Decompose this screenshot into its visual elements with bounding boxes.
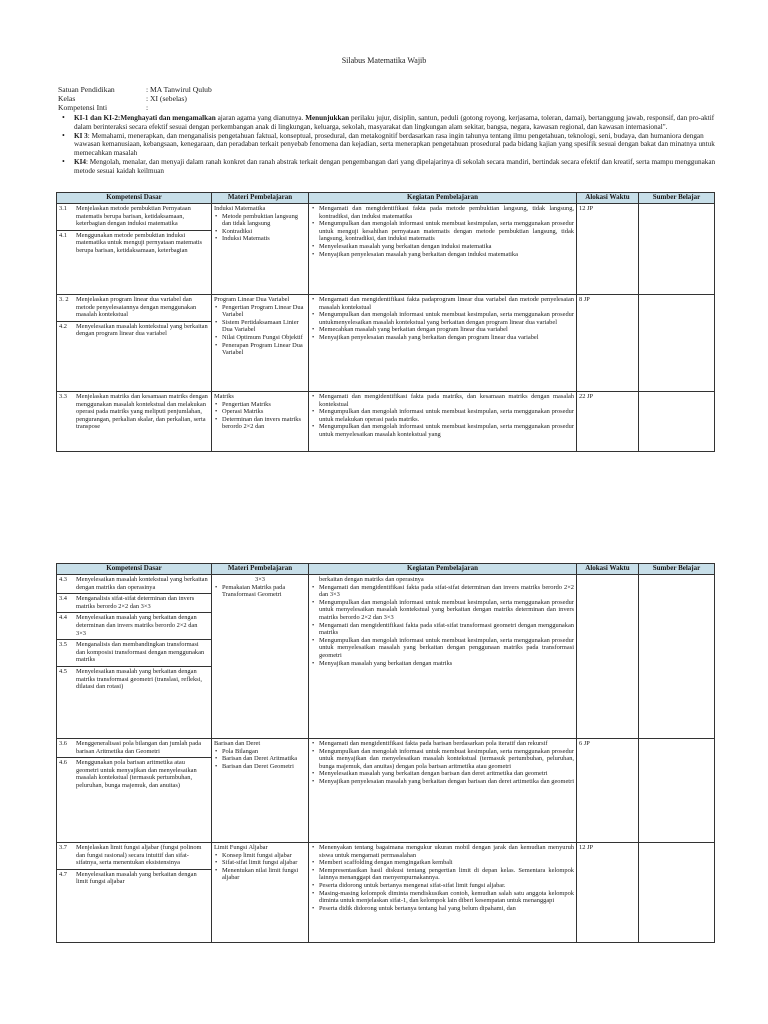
kd-entry: [59, 205, 209, 228]
kegiatan-list: [311, 584, 574, 668]
alokasi-cell: [577, 575, 639, 739]
document-title: Silabus Matematika Wajib: [341, 56, 427, 65]
kd-text: Menyelesaikan masalah yang berkaitan dengan determinan dan invers matriks berordo 2×2 dan 3×3: [76, 614, 198, 637]
materi-list: [214, 584, 306, 599]
kd-cell: [57, 295, 212, 392]
sumber-cell: [639, 204, 715, 295]
sumber-cell: [639, 739, 715, 843]
syllabus-table-1: [56, 192, 715, 452]
kd-text: Menggunakan pola barisan aritmetika atau geometri untuk menyajikan dan menyelesaikan masalah kontekstual (termasuk pertumbuhan, peluruhan, bunga majemuk, dan anuitas): [76, 759, 197, 789]
kd-text: Menyelesaikan masalah yang berkaitan dengan matriks transformasi geometri (translasi, refleksi, dilatasi dan rotasi): [76, 667, 202, 691]
kd-number: 4.2: [59, 322, 67, 330]
header-alokasi: Alokasi Waktu: [577, 193, 639, 204]
kd-cell: [57, 739, 212, 843]
page-1: [0, 0, 768, 450]
alokasi-cell: 12 JP: [577, 843, 639, 943]
ki-heading: KI-1 dan KI-2:Menghayati dan mengamalkan: [74, 114, 216, 122]
ki-item: [74, 158, 726, 176]
kd-text: Menjelaskan metode pembuktian Pernyataan matematis berupa barisan, ketidaksamaan, keterbagian dengan induksi matematika: [76, 205, 191, 228]
kegiatan-item: • Mengumpulkan dan mengolah informasi untuk membuat kesimpulan, serta menggunakan prosedur untuk menyajikan dan menyelesaikan masalah kontekstual (termasuk pertumbuhan, peluruhan, bunga majemuk, dan anuitas) dengan pola barisan aritmetika atau geometri: [319, 748, 574, 771]
header-kegiatan: Kegiatan Pembelajaran: [309, 564, 577, 575]
kd-text: Menggeneralisasi pola bilangan dan jumlah pada barisan Aritmetika dan Geometri: [76, 740, 202, 755]
materi-item: • Pengertian Matriks: [222, 401, 306, 409]
materi-item: • Operasi Matriks: [222, 408, 306, 416]
materi-item: • Nilai Optimum Fungsi Objektif: [222, 334, 306, 342]
header-sumber: Sumber Belajar: [639, 564, 715, 575]
table-header-row: [57, 193, 715, 204]
kegiatan-item: • Mengumpulkan dan mengolah informasi untuk membuat kesimpulan, serta menggunakan prosedur untukmenyelesaikan masalah kontekstual yang berkaitan dengan program linear dua variabel: [319, 311, 574, 326]
kegiatan-item: • Peserta didik didorong untuk bertanya tentang hal yang belum dipahami, dan: [319, 905, 574, 913]
materi-item: • Metode pembuktian langsung dan tidak langsung: [222, 213, 306, 228]
kd-entry: [57, 321, 211, 338]
kd-number: 4.5: [59, 667, 67, 675]
header-kompetensi-dasar: Kompetensi Dasar: [57, 564, 212, 575]
header-materi: Materi Pembelajaran: [212, 564, 309, 575]
kd-text: Menganalisis dan membandingkan transformasi dan komposisi transformasi dengan menggunakan matriks: [76, 641, 205, 664]
kd-number: 4.1: [59, 231, 67, 239]
alokasi-cell: 12 JP: [577, 204, 639, 295]
ki-heading: Menunjukkan: [305, 114, 350, 122]
kegiatan-item: • Menyelesaikan masalah yang berkaitan dengan barisan dan deret aritmetika dan geometri: [319, 770, 574, 778]
materi-item: • Menentukan nilai limit fungsi aljabar: [222, 867, 306, 882]
alokasi-cell: 6 JP: [577, 739, 639, 843]
materi-title: Limit Fungsi Aljabar: [214, 844, 268, 851]
kd-cell: [57, 575, 212, 739]
sumber-cell: [639, 295, 715, 392]
materi-cell: [212, 392, 309, 452]
ki-text: perilaku jujur, disiplin, santun, peduli (gotong royong, kerjasama, toleran, damai), bertanggung jawab, responsif, dan pro-aktif dalam berinteraksi secara efektif sesuai dengan perkembangan anak di lingkungan, keluarga, sekolah, masyarakat dan lingkungan alam sekitar, bangsa, negara, kawasan regional, dan kawasan internasional".: [74, 114, 715, 131]
kd-entry: [57, 612, 211, 637]
materi-cell: [212, 843, 309, 943]
kegiatan-item: • Menyelesaikan masalah yang berkaitan dengan induksi matematika: [319, 243, 574, 251]
sumber-cell: [639, 843, 715, 943]
identity-row: [58, 85, 718, 94]
kegiatan-item: • Mengamati dan mengidentifikasi fakta pada sifat-sifat transformasi geometri dengan menggunakan matriks: [319, 622, 574, 637]
kegiatan-item: • Mengamati dan mengidentifikasi fakta pada matriks, dan kesamaan matriks dengan masalah kontekstual: [319, 393, 574, 408]
kompetensi-inti-list: [58, 114, 726, 176]
kd-cell: [57, 843, 212, 943]
kd-text: Menyelesaikan masalah kontekstual yang berkaitan dengan program linear dua variabel: [76, 322, 208, 338]
materi-list: [214, 401, 306, 431]
materi-title: 3×3: [255, 576, 265, 583]
identity-row: [58, 94, 718, 103]
kegiatan-item: • Mempresentasikan hasil diskusi tentang pengertian limit di depan kelas. Sementara kelompok lainnya menanggapi dan menyempurnakannya.: [319, 867, 574, 882]
materi-item: • Sistem Pertidaksamaan Linier Dua Variabel: [222, 319, 306, 334]
alokasi-cell: 22 JP: [577, 392, 639, 452]
kegiatan-cell: [309, 204, 577, 295]
materi-cell: [212, 204, 309, 295]
identity-row: [58, 103, 718, 112]
materi-item: • Pemakaian Matriks pada Transformasi Geometri: [222, 584, 306, 599]
kd-number: 3.5: [59, 641, 67, 649]
kd-entry: [59, 296, 209, 319]
kegiatan-cell: [309, 739, 577, 843]
materi-item: • Pola Bilangan: [222, 748, 306, 756]
kd-entry: [59, 740, 209, 755]
header-alokasi: Alokasi Waktu: [577, 564, 639, 575]
materi-title: Barisan dan Deret: [214, 740, 261, 747]
kegiatan-item: • Menyajikan masalah yang berkaitan dengan matriks: [319, 660, 574, 668]
ki-text: ajaran agama yang dianutnya.: [215, 114, 306, 122]
kd-number: 4.7: [59, 870, 67, 878]
materi-item: • Konsep limit fungsi aljabar: [222, 852, 306, 860]
kd-text: Menggunakan metode pembuktian induksi matematika untuk menguji pernyataan matematis berupa barisan, ketidaksamaan, keterbagian: [76, 231, 202, 254]
kegiatan-item: • Menyajikan penyelesaian masalah yang berkaitan dengan barisan dan deret artimetika dan geometri: [319, 778, 574, 786]
ki-item: [74, 114, 726, 132]
kegiatan-item: • Menyajikan penyelesaian masalah yang berkaitan dengan program linear dua variabel: [319, 334, 574, 342]
materi-list: [214, 213, 306, 243]
kegiatan-item: • Mengamati dan mengidentifikasi fakta padaprogram linear dua variabel dan metode penyelesaian masalah kontekstual: [319, 296, 574, 311]
kd-number: 3.7: [59, 844, 67, 851]
kd-cell: [57, 392, 212, 452]
table-row: [57, 575, 715, 739]
kd-number: 3.4: [59, 595, 67, 603]
materi-item: • Barisan dan Deret Geometri: [222, 763, 306, 771]
materi-cell: [212, 575, 309, 739]
materi-list: [214, 852, 306, 882]
kd-text: Menyelesaikan masalah yang berkaitan dengan limit fungsi aljabar: [76, 870, 197, 886]
materi-item: • Induksi Matematis: [222, 235, 306, 243]
materi-item: • Barisan dan Deret Aritmatika: [222, 755, 306, 763]
kegiatan-cell: [309, 843, 577, 943]
identity-value: : XI (sebelas): [146, 94, 187, 103]
materi-list: [214, 748, 306, 771]
kegiatan-list: [311, 393, 574, 439]
kegiatan-item: • Menyajikan penyelesaian masalah yang berkaitan dengan induksi matematika: [319, 251, 574, 259]
materi-title: Program Linear Dua Variabel: [214, 296, 290, 303]
kegiatan-item: • Masing-masing kelompok diminta mendiskusikan contoh, kemudian salah satu anggota kelompok diminta untuk menjelaskan sifat-1, dan kelompok lain diberi kesempatan untuk menanggapi: [319, 890, 574, 905]
kegiatan-item: • Mengumpulkan dan mengolah informasi untuk membuat kesimpulan, serta menggunakan prosedur untuk menyelesaikan masalah kontekstual yang: [319, 423, 574, 438]
kd-entry: [57, 757, 211, 789]
kegiatan-item: • Mengumpulkan dan mengolah informasi untuk membuat kesimpulan, serta menggunakan prosedur untuk melakukan operasi pada matriks.: [319, 408, 574, 423]
kd-number: 3.6: [59, 740, 67, 747]
alokasi-cell: 8 JP: [577, 295, 639, 392]
header-kompetensi-dasar: Kompetensi Dasar: [57, 193, 212, 204]
kegiatan-item: • Memberi scaffolding dengan mengingatkan kembali: [319, 859, 574, 867]
ki-heading: KI4: [74, 157, 86, 166]
materi-cell: [212, 739, 309, 843]
kd-text: Menjelaskan matriks dan kesamaan matriks dengan menggunakan masalah kontekstual dan melakukan operasi pada matriks yang meliputi penjumlahan, pengurangan, perkalian skalar, dan perkalian, serta transpose: [76, 393, 208, 431]
kd-entry: [59, 393, 209, 431]
kd-text: Menjelaskan limit fungsi aljabar (fungsi polinom dan fungsi rasional) secara intuitif dan sifat-sifatnya, serta menentukan eksistensinya: [76, 844, 202, 867]
kegiatan-item: • Memecahkan masalah yang berkaitan dengan program linear dua variabel: [319, 326, 574, 334]
kd-text: Menjelaskan program linear dua variabel dan metode penyelesaiannya dengan menggunakan masalah kontekstual: [76, 296, 197, 319]
materi-item: • Penerapan Program Linear Dua Variabel: [222, 342, 306, 357]
materi-cell: [212, 295, 309, 392]
sumber-cell: [639, 392, 715, 452]
kd-entry: [57, 593, 211, 610]
kd-entry: [57, 666, 211, 691]
kegiatan-item: • Menenyakan tentang bagaimana mengukur ukuran mobil dengan jarak dan kemudian menyuruh siswa untuk mengamati permasalahan: [319, 844, 574, 859]
syllabus-table-2: [56, 563, 715, 943]
kegiatan-list: [311, 844, 574, 912]
table-row: [57, 204, 715, 295]
kd-number: 4.3: [59, 576, 67, 583]
kd-number: 3. 2: [59, 296, 69, 303]
identity-value: : MA Tanwirul Qulub: [146, 85, 212, 94]
kd-entry: [59, 844, 209, 867]
kd-entry: [59, 576, 209, 591]
kd-number: 4.6: [59, 759, 67, 767]
kegiatan-item: • Mengumpulkan dan mengolah informasi untuk membuat kesimpulan, serta menggunakan prosedur untuk menyelesaikan masalah yang berkaitan dengan penggunaan matriks pada transformasi geometri: [319, 637, 574, 660]
table-row: [57, 392, 715, 452]
kd-number: 3.3: [59, 393, 67, 400]
kegiatan-list: [311, 296, 574, 342]
kd-text: Menganalisis sifat-sifat determinan dan invers matriks berordo 2×2 dan 3×3: [76, 595, 195, 610]
table-row: [57, 295, 715, 392]
ki-text: : Mengolah, menalar, dan menyaji dalam ranah konkret dan ranah abstrak terkait dengan pengembangan dari yang dipelajarinya di sekolah secara mandiri, bertindak secara efektif dan kreatif, serta mampu menggunakan metode sesuai kaidah keilmuan: [74, 157, 716, 175]
kegiatan-item: • Mengumpulkan dan mengolah informasi untuk membuat kesimpulan, serta menggunakan prosedur untuk menyelesaikan masalah kontekstual yang berkaitan dengan matriks determinan dan invers matriks berordo 2×2 dan 3×3: [319, 599, 574, 622]
ki-heading: KI 3: [74, 131, 88, 140]
kd-number: 4.4: [59, 614, 67, 622]
kegiatan-item: • Mengamati dan mengidentifikasi fakta pada metode pembuktian langsung, tidak langsung, kontradiksi, dan induksi matematika: [319, 205, 574, 220]
kd-text: Menyelesaikan masalah kontekstual yang berkaitan dengan matriks dan operasinya: [76, 576, 208, 591]
kegiatan-cell: [309, 295, 577, 392]
identity-label: Kelas: [58, 94, 76, 103]
table-row: [57, 843, 715, 943]
sumber-cell: [639, 575, 715, 739]
kegiatan-item: • Mengamati dan mengidentifikasi fakta pada barisan berdasarkan pola iteratif dan rekursif: [319, 740, 574, 748]
identity-value: :: [146, 103, 149, 112]
kegiatan-cell: [309, 392, 577, 452]
materi-item: • Determinan dan invers matriks berordo 2×2 dan: [222, 416, 306, 431]
identity-label: Satuan Pendidikan: [58, 85, 115, 94]
kd-entry: [57, 639, 211, 664]
table-row: [57, 739, 715, 843]
kegiatan-item: • Mengamati dan mengidentifikasi fakta pada sifat-sifat determinan dan invers matriks berordo 2×2 dan 3×3: [319, 584, 574, 599]
header-sumber: Sumber Belajar: [639, 193, 715, 204]
ki-text: : Memahami, menerapkan, dan menganalisis pengetahuan faktual, konseptual, prosedural, dan metakognitif berdasarkan rasa ingin tahunya tentang ilmu pengetahuan, teknologi, seni, budaya, dan humaniora dengan wawasan kemanusiaan, kebangsaan, kenegaraan, dan peradaban terkait penyebab fenomena dan kejadian, serta menerapkan pengetahuan prosedural pada bidang kajian yang spesifik sesuai dengan bakat dan minatnya untuk memecahkan masalah: [74, 131, 715, 158]
materi-item: • Sifat-sifat limit fungsi aljabar: [222, 859, 306, 867]
kd-entry: [57, 869, 211, 886]
header-kegiatan: Kegiatan Pembelajaran: [309, 193, 577, 204]
kegiatan-lead: berkaitan dengan matriks dan operasinya: [319, 576, 424, 583]
table-header-row: [57, 564, 715, 575]
materi-title: Induksi Matematika: [214, 205, 266, 212]
kd-entry: [57, 230, 211, 255]
materi-list: [214, 304, 306, 357]
header-materi: Materi Pembelajaran: [212, 193, 309, 204]
kegiatan-item: • Mengumpulkan dan mengolah informasi untuk membuat kesimpulan, serta menggunakan prosedur untuk menguji kesahihan pernyataan matematis dengan metode pembuktian langsung, tidak langsung, kontradiksi, dan induksi matematis: [319, 220, 574, 243]
materi-title: Matriks: [214, 393, 234, 400]
ki-item: [74, 132, 726, 158]
kegiatan-item: • Peserta didorong untuk bertanya mengenai sifat-sifat limit fungsi aljabar.: [319, 882, 574, 890]
kd-cell: [57, 204, 212, 295]
kegiatan-cell: [309, 575, 577, 739]
materi-item: • Kontradiksi: [222, 228, 306, 236]
kd-number: 3.1: [59, 205, 67, 212]
kegiatan-list: [311, 205, 574, 258]
identity-block: [58, 85, 718, 112]
identity-label: Kompetensi Inti: [58, 103, 108, 112]
materi-item: • Pengertian Program Linear Dua Variabel: [222, 304, 306, 319]
kegiatan-list: [311, 740, 574, 786]
